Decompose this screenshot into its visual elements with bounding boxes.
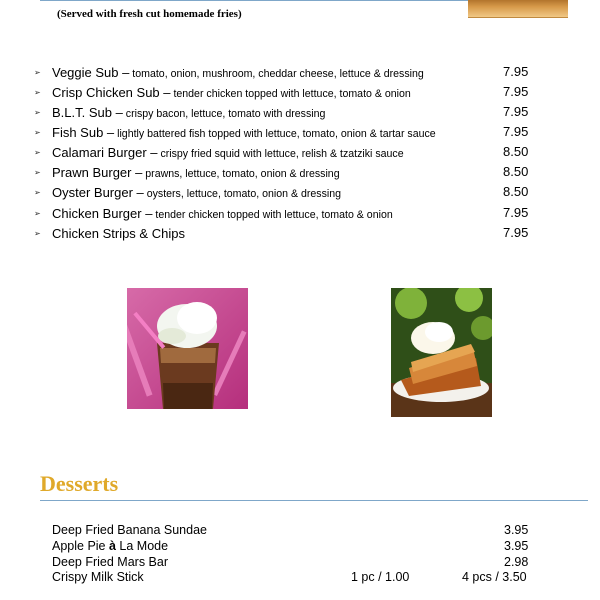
arrow-bullet-icon: ➢ (34, 209, 41, 218)
dessert-price: 2.98 (504, 555, 529, 569)
list-item (0, 84, 600, 104)
arrow-bullet-icon: ➢ (34, 229, 41, 238)
list-item (0, 64, 600, 84)
apple-pie-photo (391, 288, 492, 417)
item-price: 7.95 (503, 64, 529, 79)
item-price: 8.50 (503, 184, 529, 199)
item-name: B.L.T. Sub – (52, 105, 123, 120)
list-item (0, 539, 600, 555)
food-photo-top (468, 0, 568, 18)
item-description: lightly battered fish topped with lettuce, tomato, onion & tartar sauce (114, 128, 436, 140)
list-item (0, 205, 600, 225)
arrow-bullet-icon: ➢ (34, 188, 41, 197)
dessert-name: Deep Fried Banana Sundae (52, 523, 207, 537)
top-divider (40, 0, 468, 1)
list-item (0, 164, 600, 184)
list-item (0, 124, 600, 144)
item-description: tender chicken topped with lettuce, tomato & onion (152, 209, 393, 221)
item-price: 8.50 (503, 164, 529, 179)
item-price: 7.95 (503, 84, 529, 99)
list-item (0, 104, 600, 124)
item-name: Fish Sub – (52, 125, 115, 140)
item-name: Crisp Chicken Sub – (52, 85, 171, 100)
list-item (0, 144, 600, 164)
desserts-divider (40, 500, 588, 501)
item-description: prawns, lettuce, tomato, onion & dressing (142, 168, 340, 180)
ice-cream-float-photo (127, 288, 248, 409)
dessert-name: Deep Fried Mars Bar (52, 555, 169, 569)
item-name: Oyster Burger – (52, 185, 144, 200)
item-name: Chicken Burger – (52, 206, 153, 221)
list-item (0, 225, 600, 245)
desserts-heading: Desserts (40, 471, 119, 496)
item-description: crispy bacon, lettuce, tomato with dressing (122, 108, 326, 120)
arrow-bullet-icon: ➢ (34, 88, 41, 97)
dessert-single-price: 1 pc / 1.00 (351, 570, 410, 584)
dessert-price: 3.95 (504, 523, 529, 537)
arrow-bullet-icon: ➢ (34, 168, 41, 177)
arrow-bullet-icon: ➢ (34, 68, 41, 77)
item-price: 8.50 (503, 144, 529, 159)
item-description: tomato, onion, mushroom, cheddar cheese, lettuce & dressing (129, 68, 424, 80)
fries-note: (Served with fresh cut homemade fries) (57, 8, 242, 20)
arrow-bullet-icon: ➢ (34, 148, 41, 157)
item-name: Veggie Sub – (52, 65, 130, 80)
item-price: 7.95 (503, 225, 529, 240)
dessert-price: 3.95 (504, 539, 529, 553)
list-item (0, 570, 600, 586)
item-description: crispy fried squid with lettuce, relish & tzatziki sauce (157, 148, 404, 160)
arrow-bullet-icon: ➢ (34, 128, 41, 137)
item-price: 7.95 (503, 124, 529, 139)
item-description: tender chicken topped with lettuce, tomato & onion (170, 88, 411, 100)
item-price: 7.95 (503, 205, 529, 220)
list-item (0, 184, 600, 204)
arrow-bullet-icon: ➢ (34, 108, 41, 117)
list-item (0, 523, 600, 539)
item-name: Calamari Burger – (52, 145, 158, 160)
dessert-name: Crispy Milk Stick (52, 570, 144, 584)
item-name: Chicken Strips & Chips (52, 226, 185, 241)
item-description: oysters, lettuce, tomato, onion & dressing (143, 188, 342, 200)
item-price: 7.95 (503, 104, 529, 119)
item-name: Prawn Burger – (52, 165, 143, 180)
dessert-name: Apple Pie à La Mode (52, 539, 169, 553)
dessert-price: 4 pcs / 3.50 (462, 570, 527, 584)
list-item (0, 555, 600, 571)
